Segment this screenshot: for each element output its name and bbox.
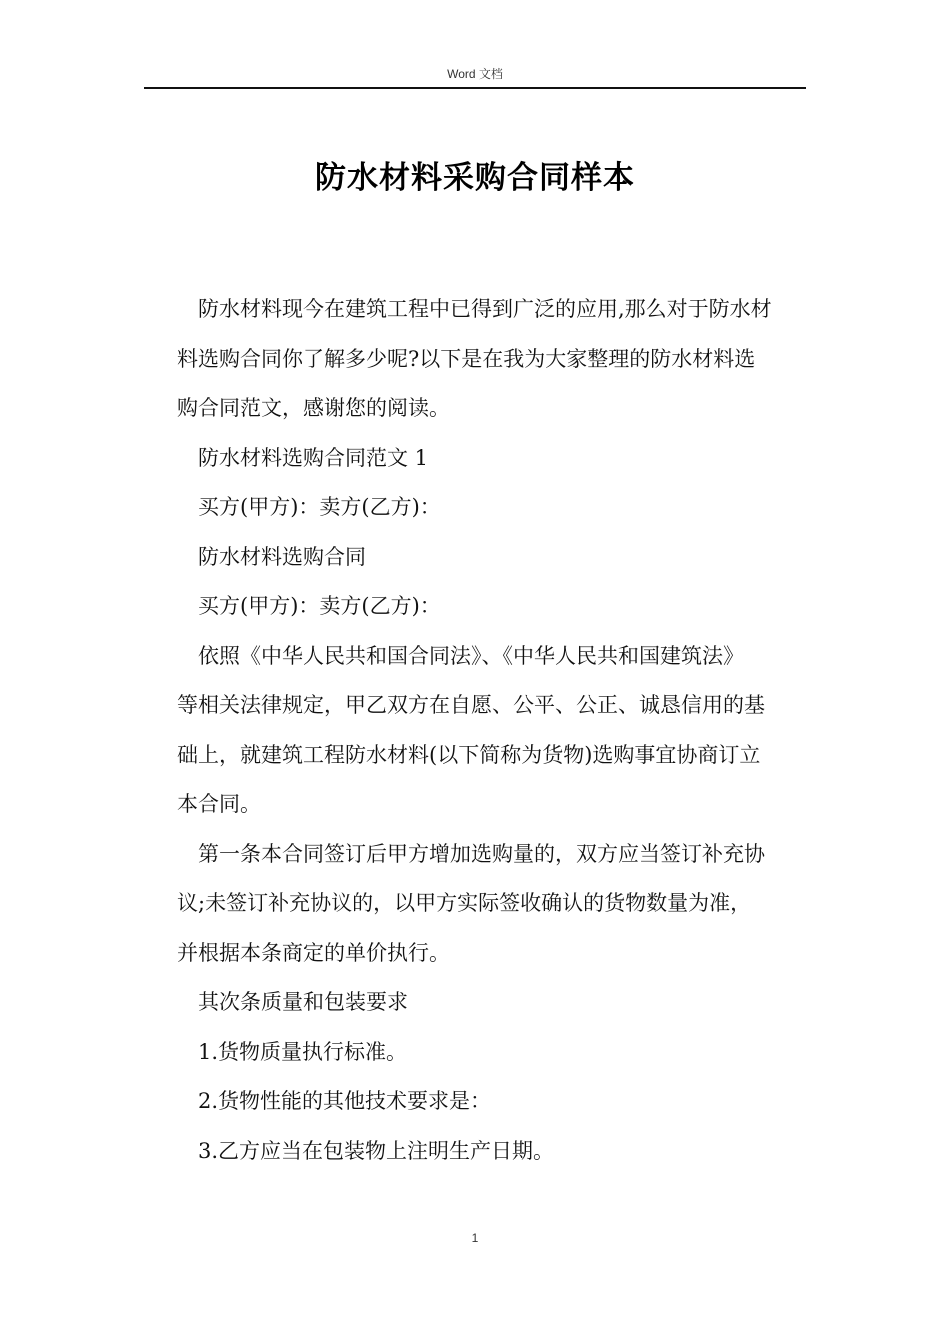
page-number: 1 (471, 1231, 479, 1245)
paragraph-line: 购合同范文，感谢您的阅读。 (177, 396, 450, 420)
paragraph-line-first: 买方(甲方)：卖方(乙方)： (198, 495, 441, 519)
header-divider (144, 87, 806, 89)
paragraph-line-first: 2.货物性能的其他技术要求是： (198, 1089, 492, 1113)
paragraph-line: 本合同。 (177, 792, 261, 816)
paragraph-line: 等相关法律规定，甲乙双方在自愿、公平、公正、诚恳信用的基 (177, 693, 765, 717)
paragraph-line-first: 买方(甲方)：卖方(乙方)： (198, 594, 441, 618)
paragraph-line-first: 防水材料选购合同范文 1 (198, 445, 429, 470)
document-title: 防水材料采购合同样本 (315, 160, 635, 196)
paragraph-line-first: 3.乙方应当在包装物上注明生产日期。 (198, 1138, 555, 1163)
paragraph-line: 料选购合同你了解多少呢?以下是在我为大家整理的防水材料选 (177, 346, 756, 371)
paragraph-line: 础上，就建筑工程防水材料(以下简称为货物)选购事宜协商订立 (177, 742, 761, 767)
paragraph-line-first: 防水材料选购合同 (198, 544, 366, 569)
page-header: Word 文档 (447, 67, 503, 81)
paragraph-line-first: 依照《中华人民共和国合同法》、《中华人民共和国建筑法》 (198, 643, 744, 668)
document-body (177, 285, 807, 1176)
paragraph-line: 议;未签订补充协议的，以甲方实际签收确认的货物数量为准， (177, 891, 752, 915)
paragraph-line-first: 其次条质量和包装要求 (198, 990, 408, 1014)
paragraph-line: 并根据本条商定的单价执行。 (177, 940, 450, 965)
paragraph-line-first: 防水材料现今在建筑工程中已得到广泛的应用,那么对于防水材 (198, 297, 772, 321)
paragraph-line-first: 1.货物质量执行标准。 (198, 1039, 408, 1064)
paragraph-line-first: 第一条本合同签订后甲方增加选购量的，双方应当签订补充协 (198, 841, 765, 866)
